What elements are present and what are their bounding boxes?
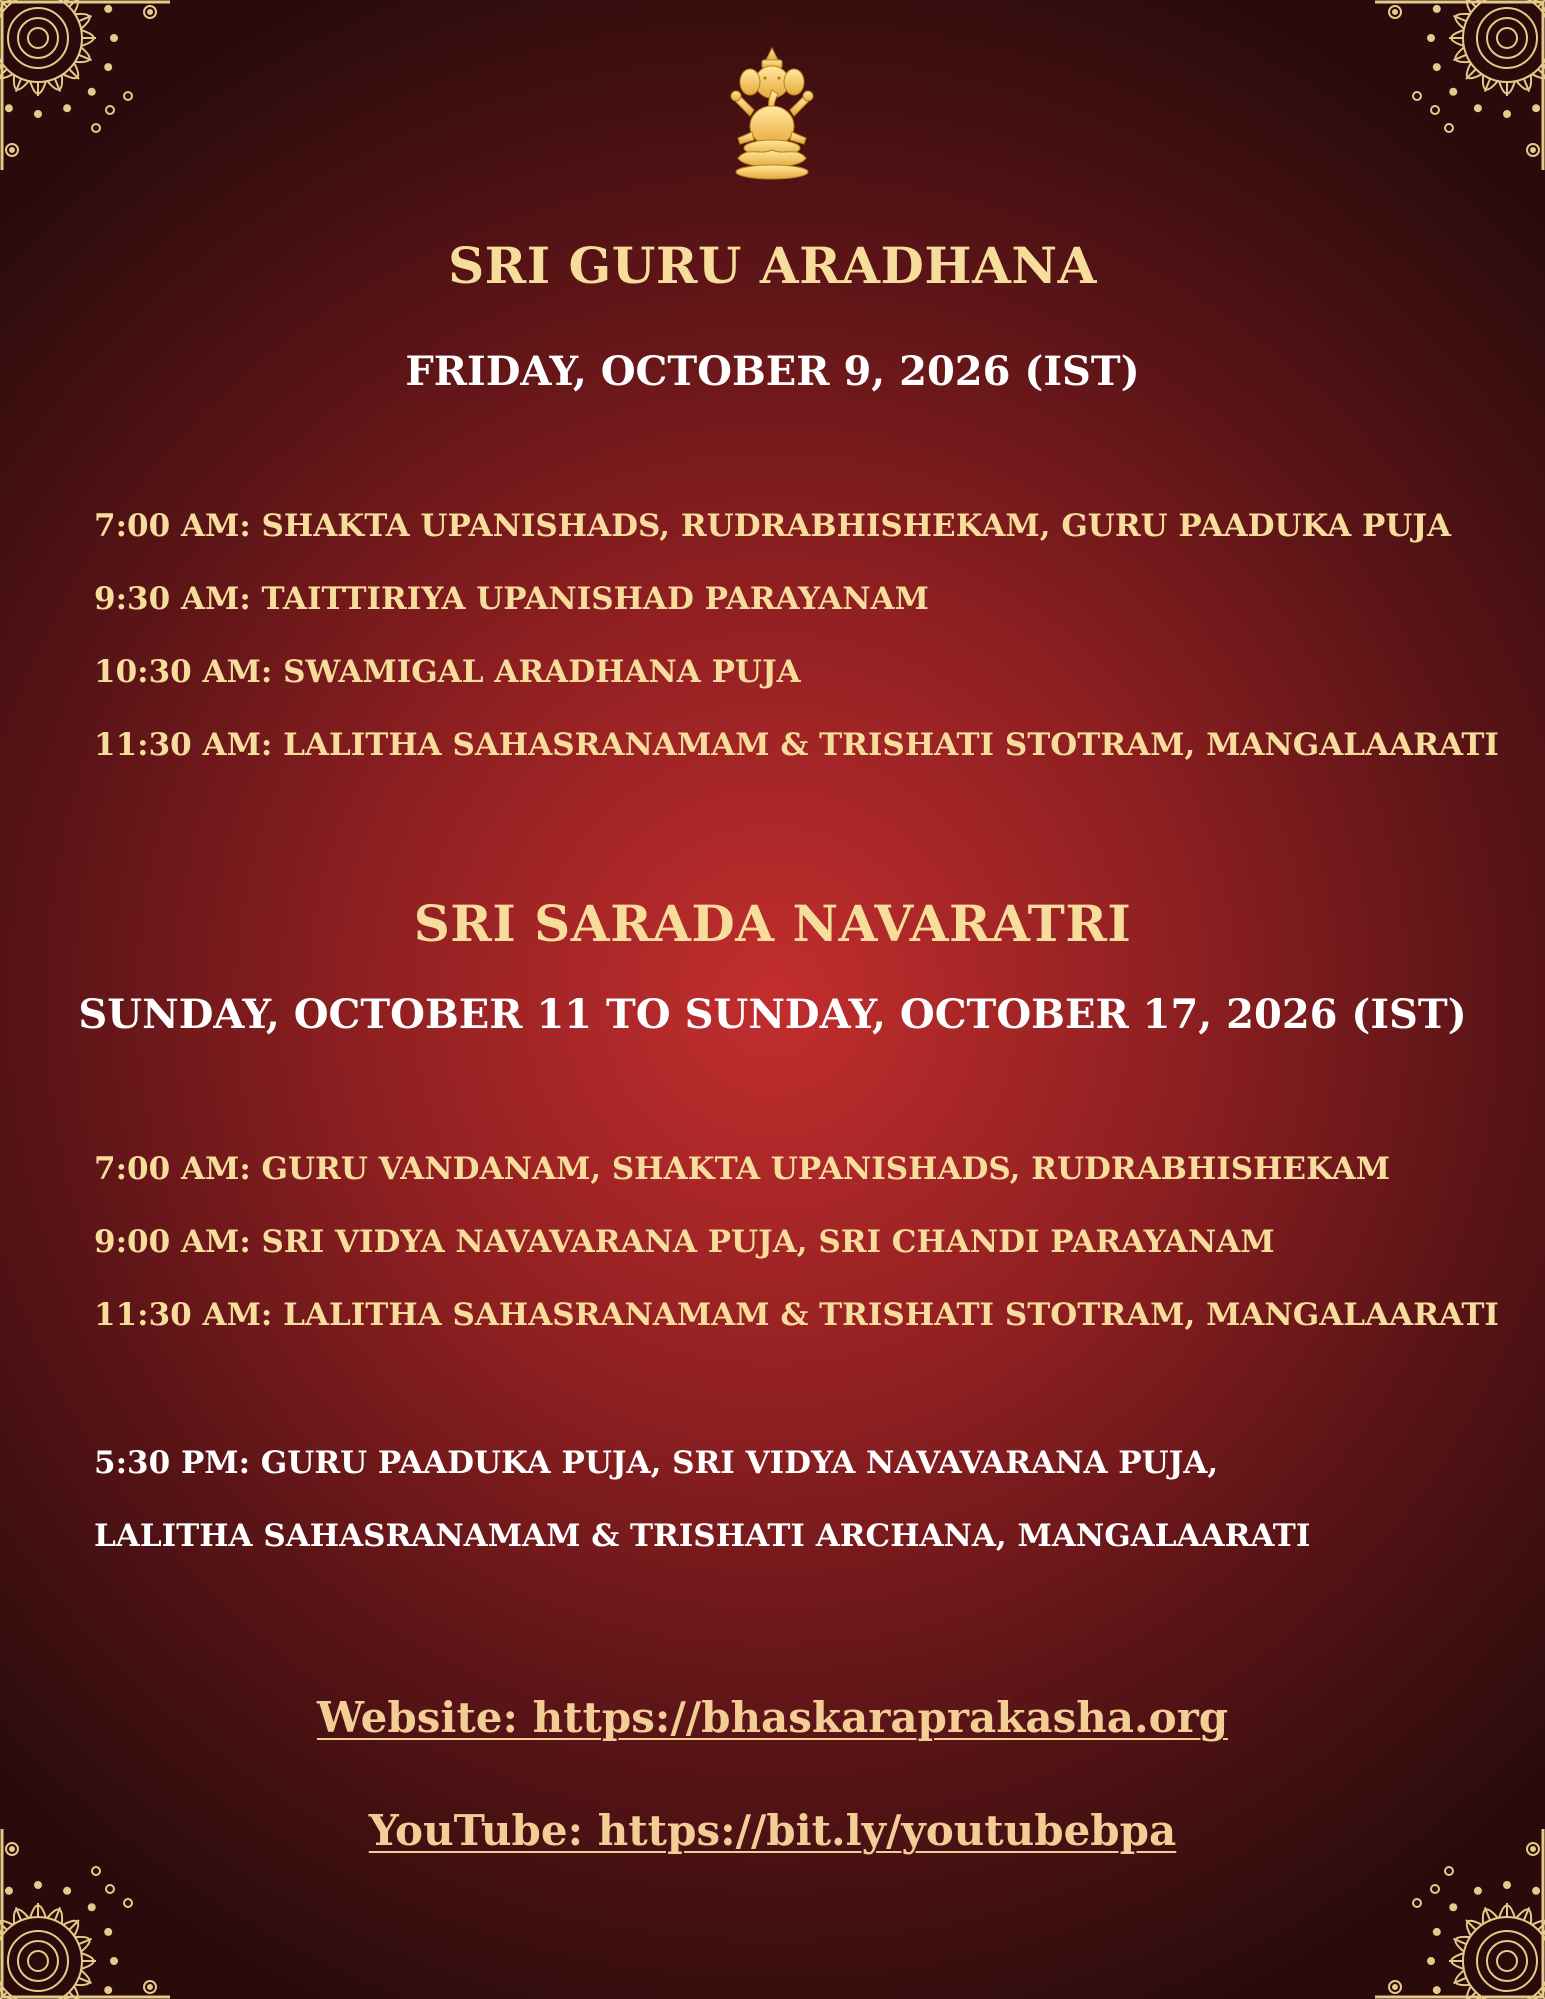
- website-link[interactable]: Website: https://bhaskaraprakasha.org: [316, 1693, 1229, 1742]
- schedule-item: 10:30 AM: SWAMIGAL ARADHANA PUJA: [94, 654, 801, 690]
- mandala-corner-icon: [1370, 0, 1545, 175]
- schedule-item: 11:30 AM: LALITHA SAHASRANAMAM & TRISHATI STOTRAM, MANGALAARATI: [94, 1297, 1499, 1333]
- schedule-item: 9:00 AM: SRI VIDYA NAVAVARANA PUJA, SRI CHANDI PARAYANAM: [94, 1224, 1275, 1260]
- event2-date: SUNDAY, OCTOBER 11 TO SUNDAY, OCTOBER 17, 2026 (IST): [78, 991, 1467, 1038]
- event1-title: SRI GURU ARADHANA: [448, 236, 1097, 295]
- youtube-link-row: [0, 1806, 1545, 1855]
- event2-title: SRI SARADA NAVARATRI: [413, 894, 1132, 953]
- schedule-item: 9:30 AM: TAITTIRIYA UPANISHAD PARAYANAM: [94, 581, 929, 617]
- evening-schedule-line: LALITHA SAHASRANAMAM & TRISHATI ARCHANA, MANGALAARATI: [94, 1518, 1311, 1554]
- schedule-item: 7:00 AM: SHAKTA UPANISHADS, RUDRABHISHEKAM, GURU PAADUKA PUJA: [94, 508, 1452, 544]
- evening-schedule-line: 5:30 PM: GURU PAADUKA PUJA, SRI VIDYA NAVAVARANA PUJA,: [94, 1445, 1219, 1481]
- schedule-item: 11:30 AM: LALITHA SAHASRANAMAM & TRISHATI STOTRAM, MANGALAARATI: [94, 727, 1499, 763]
- ganesha-icon: [722, 46, 822, 181]
- website-link-row: [0, 1693, 1545, 1742]
- mandala-corner-icon: [0, 0, 175, 175]
- event1-date: FRIDAY, OCTOBER 9, 2026 (IST): [405, 348, 1140, 395]
- schedule-item: 7:00 AM: GURU VANDANAM, SHAKTA UPANISHADS, RUDRABHISHEKAM: [94, 1151, 1391, 1187]
- youtube-link[interactable]: YouTube: https://bit.ly/youtubebpa: [368, 1806, 1177, 1855]
